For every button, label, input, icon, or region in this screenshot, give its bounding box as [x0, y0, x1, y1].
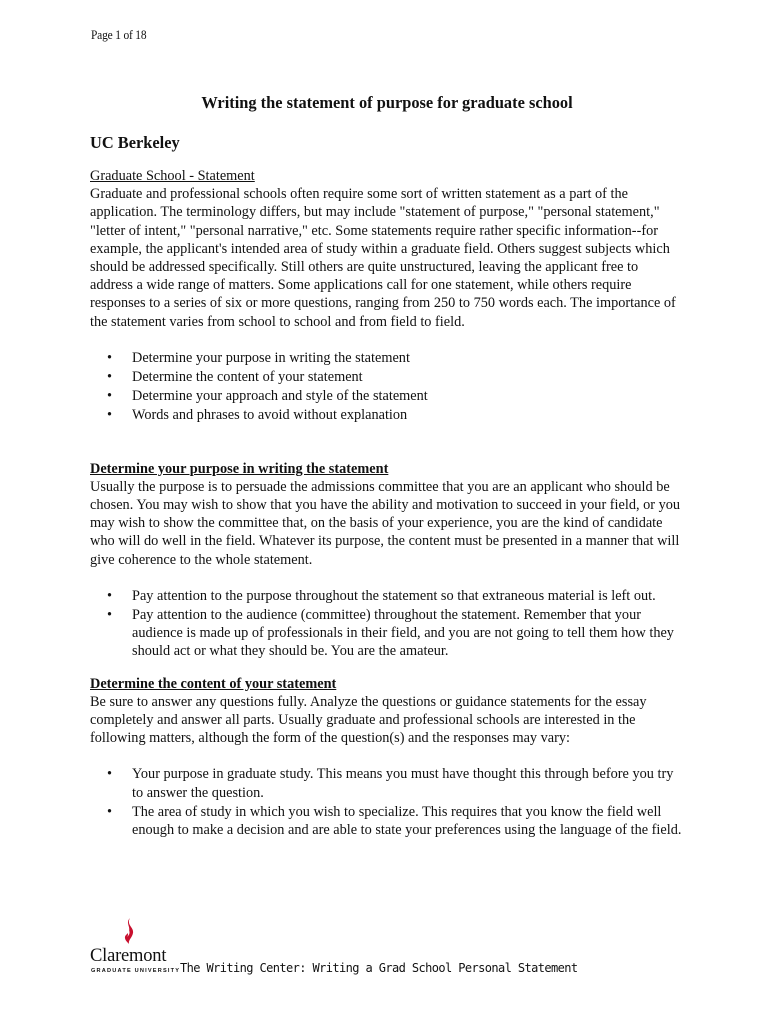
section-paragraph-purpose: Usually the purpose is to persuade the admissions committee that you are an applicant who should be chosen. You may wish to show that you have the ability and motivation to succeed in your field, or you may wish to show the committee that, on the basis of your experience, you are the kind of candidate who will do well in the field. Whatever its purpose, the content must be presented in a manner that will give coherence to the whole statement. — [90, 478, 681, 568]
bullet-icon: • — [107, 607, 113, 624]
bullet-icon: • — [107, 388, 113, 405]
bullet-icon: • — [107, 349, 113, 366]
list-item: • Pay attention to the audience (committee) throughout the statement. Remember that your audience is made up of professionals in their field, and you are not going to tell them how they should act or what they should be. You are the amateur. — [107, 607, 674, 660]
list-item: • Determine your purpose in writing the statement — [107, 349, 410, 366]
claremont-logo — [90, 918, 181, 980]
footer-text: The Writing Center: Writing a Grad School Personal Statement — [180, 961, 578, 975]
logo-wordmark: Claremont — [90, 946, 167, 966]
section-heading-purpose: Determine your purpose in writing the statement — [90, 460, 389, 477]
organization-heading: UC Berkeley — [90, 133, 180, 152]
content-bullet-list — [90, 765, 684, 839]
bullet-icon: • — [107, 766, 113, 783]
intro-heading: Graduate School - Statement — [90, 168, 255, 184]
bullet-icon: • — [107, 369, 113, 386]
list-item: • Words and phrases to avoid without explanation — [107, 407, 408, 424]
list-item: • Determine the content of your statement — [107, 369, 363, 386]
list-item: • Determine your approach and style of the statement — [107, 388, 428, 405]
list-item: • The area of study in which you wish to specialize. This requires that you know the field well enough to make a decision and are able to state your preferences using the language of the field. — [107, 803, 682, 839]
list-item: • Your purpose in graduate study. This means you must have thought this through before you try to answer the question. — [107, 766, 674, 801]
bullet-icon: • — [107, 803, 113, 820]
section-paragraph-content: Be sure to answer any questions fully. Analyze the questions or guidance statements for the essay completely and answer all parts. Usually graduate and professional schools are interested in the following matters, although the form of the question(s) and the responses may vary: — [90, 693, 647, 747]
document-title: Writing the statement of purpose for graduate school — [201, 93, 573, 112]
purpose-bullet-list — [90, 587, 684, 661]
table-of-contents — [90, 349, 684, 425]
document-body — [90, 92, 684, 840]
page-number: Page 1 of 18 — [91, 27, 147, 42]
flame-icon — [122, 918, 136, 944]
bullet-icon: • — [107, 407, 113, 424]
section-heading-content: Determine the content of your statement — [90, 675, 337, 692]
logo-subtitle: GRADUATE UNIVERSITY — [91, 968, 181, 974]
list-item: • Pay attention to the purpose throughout the statement so that extraneous material is left out. — [107, 587, 656, 604]
intro-paragraph: Graduate and professional schools often require some sort of written statement as a part of the application. The terminology differs, but may include "statement of purpose," "personal statement," "letter of intent," "personal narrative," etc. Some statements require rather specific information--for example, the applicant's intended area of study within a graduate field. Others suggest subjects which should be addressed specifically. Still others are quite unstructured, leaving the applicant free to address a wide range of matters. Some applications call for one statement, while others require responses to a series of six or more questions, ranging from 250 to 750 words each. The importance of the statement varies from school to school and from field to field. — [90, 186, 676, 330]
bullet-icon: • — [107, 587, 113, 604]
